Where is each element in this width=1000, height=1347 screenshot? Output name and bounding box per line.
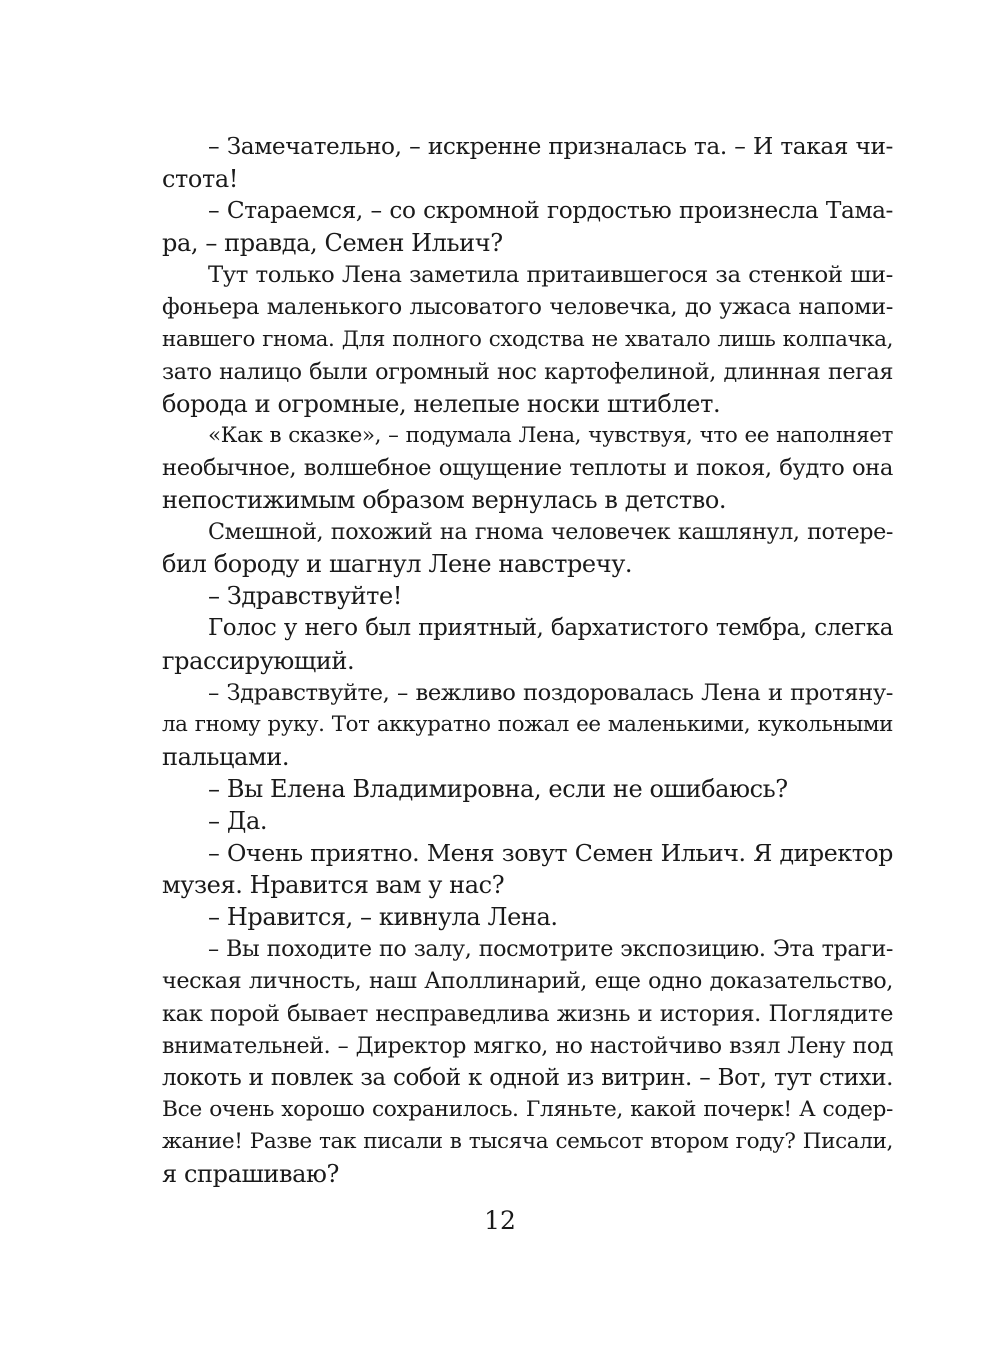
text-line: музея. Нравится вам у нас? [162, 871, 505, 900]
text-line: стота! [162, 165, 238, 194]
text-line: необычное, волшебное ощущение теплоты и покоя, будто она [162, 454, 893, 481]
text-line: – Стараемся, – со скромной гордостью произнесла Тама- [208, 197, 893, 225]
text-line: – Очень приятно. Меня зовут Семен Ильич. Я директор [208, 839, 893, 868]
text-line: фоньера маленького лысоватого человечка, до ужаса напоми- [162, 294, 893, 321]
text-line: – Нравится, – кивнула Лена. [208, 903, 558, 932]
text-line: ческая личность, наш Аполлинарий, еще одно доказательство, [162, 968, 893, 995]
text-line: – Да. [208, 806, 268, 835]
text-line: непостижимым образом вернулась в детство. [162, 486, 727, 515]
text-line: локоть и повлек за собой к одной из витрин. – Вот, тут стихи. [162, 1064, 893, 1091]
text-line: грассирующий. [162, 646, 355, 675]
text-line: ла гному руку. Тот аккуратно пожал ее маленькими, кукольными [162, 711, 893, 737]
text-line: Все очень хорошо сохранилось. Гляньте, какой почерк! А содер- [162, 1096, 893, 1122]
text-line: – Здравствуйте, – вежливо поздоровалась Лена и протяну- [208, 679, 893, 706]
text-line: – Вы Елена Владимировна, если не ошибаюсь? [208, 774, 788, 803]
body-text [162, 131, 893, 1190]
text-line: внимательней. – Директор мягко, но настойчиво взял Лену под [162, 1032, 893, 1059]
text-line: «Как в сказке», – подумала Лена, чувствуя, что ее наполняет [208, 422, 893, 448]
text-line: Голос у него был приятный, бархатистого тембра, слегка [208, 615, 893, 642]
text-line: я спрашиваю? [162, 1160, 339, 1188]
text-line: бил бороду и шагнул Лене навстречу. [162, 550, 633, 579]
text-line: жание! Разве так писали в тысяча семьсот втором году? Писали, [162, 1128, 893, 1154]
text-line: зато налицо были огромный нос картофелиной, длинная пегая [162, 358, 893, 385]
text-line: – Вы походите по залу, посмотрите экспозицию. Эта траги- [208, 936, 893, 963]
text-line: навшего гнома. Для полного сходства не хватало лишь колпачка, [162, 326, 893, 352]
text-line: как порой бывает несправедлива жизнь и история. Поглядите [162, 1000, 893, 1027]
page-number: 12 [484, 1206, 516, 1235]
text-line: – Замечательно, – искренне призналась та. – И такая чи- [208, 133, 893, 160]
text-line: пальцами. [162, 742, 290, 771]
text-line: – Здравствуйте! [208, 582, 403, 611]
text-line: Смешной, похожий на гнома человечек кашлянул, потере- [208, 519, 893, 546]
text-line: борода и огромные, нелепые носки штиблет. [162, 389, 721, 418]
text-line: Тут только Лена заметила притаившегося за стенкой ши- [208, 262, 893, 289]
text-line: ра, – правда, Семен Ильич? [162, 229, 503, 258]
